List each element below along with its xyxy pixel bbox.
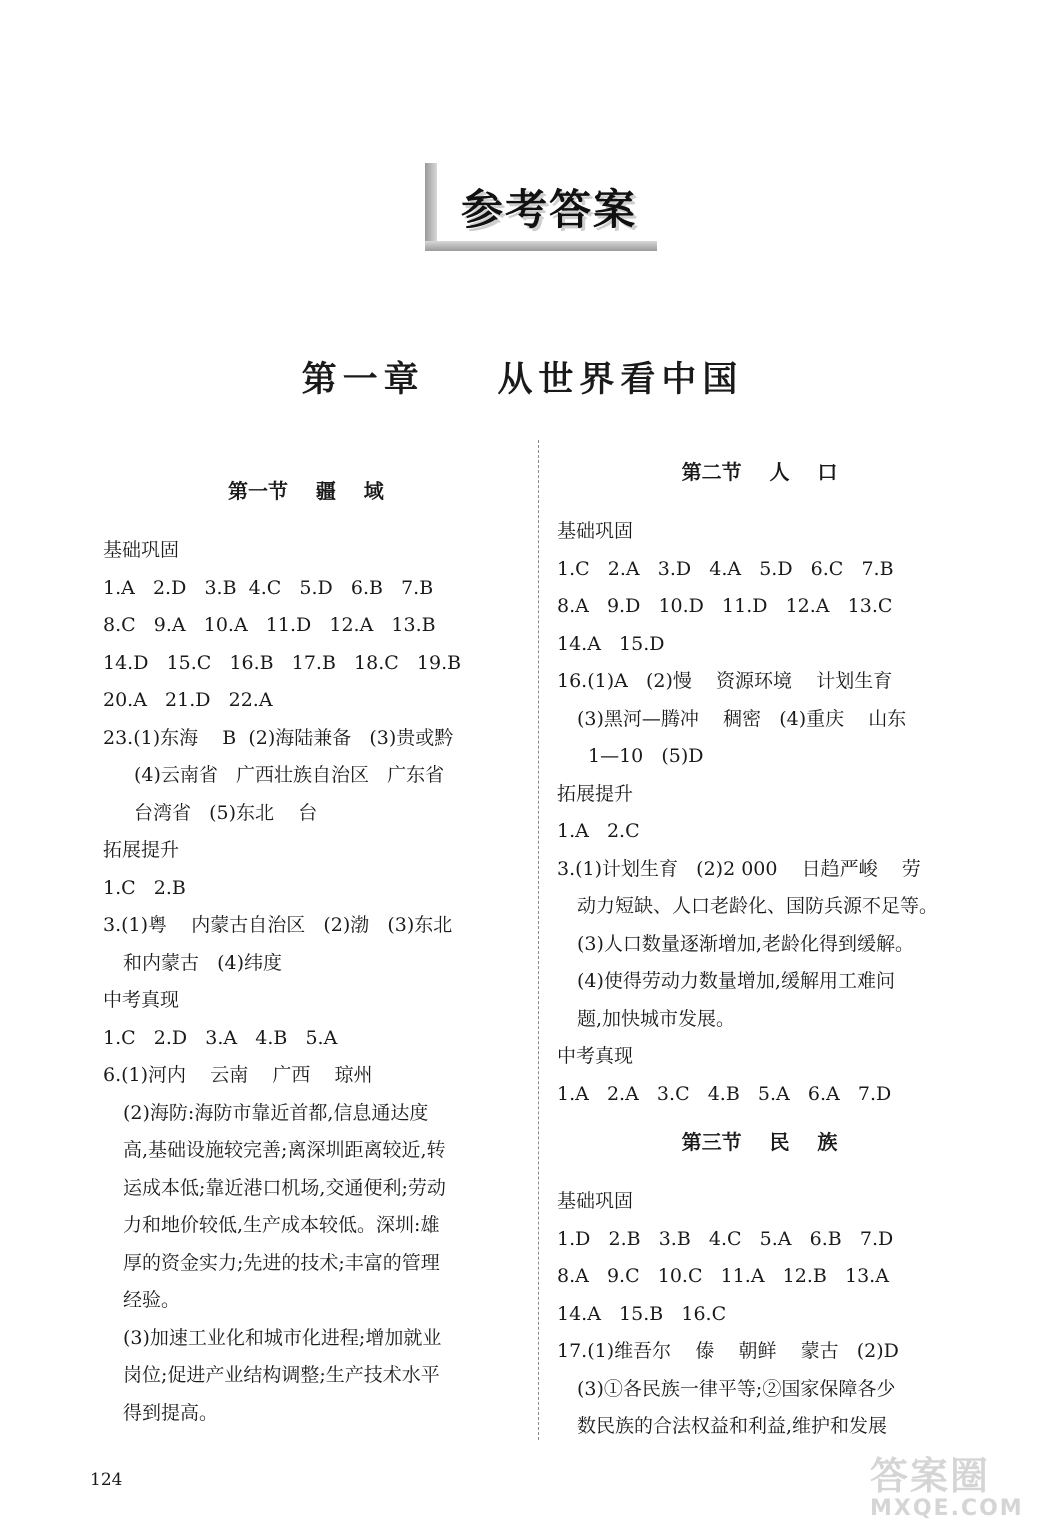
answer-line: 经验。 <box>123 1289 181 1311</box>
answer-line: 3.(1)粤 内蒙古自治区 (2)渤 (3)东北 <box>103 914 453 936</box>
answer-line: 8.C 9.A 10.A 11.D 12.A 13.B <box>103 614 436 636</box>
answer-line: 得到提高。 <box>123 1401 219 1424</box>
answer-line: 3.(1)计划生育 (2)2 000 日趋严峻 劳 <box>557 857 921 880</box>
right-column <box>557 453 982 1446</box>
answer-line: 16.(1)A (2)慢 资源环境 计划生育 <box>557 670 893 692</box>
subheading: 中考真现 <box>103 989 180 1011</box>
watermark-url: MXQE.COM <box>870 1496 1024 1521</box>
answer-line: 23.(1)东海 B (2)海陆兼备 (3)贵或黔 <box>103 726 454 749</box>
answer-line: 14.A 15.B 16.C <box>557 1302 727 1325</box>
answer-line: 1.A 2.D 3.B 4.C 5.D 6.B 7.B <box>103 576 434 599</box>
banner-frame-vertical <box>425 163 437 251</box>
subheading: 拓展提升 <box>103 839 180 861</box>
watermark-text: 答案圈 <box>870 1454 991 1498</box>
banner-title: 参考答案 <box>461 185 638 234</box>
answer-line: 14.D 15.C 16.B 17.B 18.C 19.B <box>103 651 462 674</box>
answer-line: 厚的资金实力;先进的技术;丰富的管理 <box>123 1251 440 1274</box>
answer-line: 岗位;促进产业结构调整;生产技术水平 <box>123 1364 440 1386</box>
answer-line: 1.A 2.A 3.C 4.B 5.A 6.A 7.D <box>557 1082 892 1105</box>
answers-banner <box>425 163 657 251</box>
answer-line: (3)人口数量逐渐增加,老龄化得到缓解。 <box>577 932 914 955</box>
answer-line: 1.C 2.B <box>103 876 186 899</box>
column-divider <box>538 440 539 1440</box>
answer-line: 17.(1)维吾尔 傣 朝鲜 蒙古 (2)D <box>557 1340 899 1362</box>
subheading: 拓展提升 <box>557 782 634 805</box>
answer-line: 1.A 2.C <box>557 820 640 842</box>
answer-line: 题,加快城市发展。 <box>577 1007 736 1030</box>
answer-line: 高,基础设施较完善;离深圳距离较近,转 <box>123 1139 446 1161</box>
answer-line: 数民族的合法权益和利益,维护和发展 <box>577 1415 888 1437</box>
answer-line: 14.A 15.D <box>557 632 665 655</box>
section-title-territory: 第一节 疆 域 <box>228 479 384 503</box>
answer-line: 8.A 9.D 10.D 11.D 12.A 13.C <box>557 595 893 617</box>
subheading: 基础巩固 <box>557 520 634 542</box>
section-title-ethnicity: 第三节 民 族 <box>681 1130 838 1154</box>
answer-line: 1.D 2.B 3.B 4.C 5.A 6.B 7.D <box>557 1227 894 1250</box>
banner-frame-horizontal <box>425 241 657 251</box>
subheading: 中考真现 <box>557 1045 634 1067</box>
left-column <box>103 472 523 1432</box>
answer-line: (2)海防:海防市靠近首都,信息通达度 <box>123 1101 429 1124</box>
answer-line: (3)黑河—腾冲 稠密 (4)重庆 山东 <box>577 707 907 730</box>
answer-line: 6.(1)河内 云南 广西 琼州 <box>103 1064 373 1086</box>
section-title-population: 第二节 人 口 <box>681 460 838 484</box>
answer-line: 20.A 21.D 22.A <box>103 689 273 711</box>
answer-line: 动力短缺、人口老龄化、国防兵源不足等。 <box>577 895 939 917</box>
answer-line: 8.A 9.C 10.C 11.A 12.B 13.A <box>557 1265 889 1287</box>
answer-line: 运成本低;靠近港口机场,交通便利;劳动 <box>123 1176 446 1199</box>
answer-line: (3)①各民族一律平等;②国家保障各少 <box>577 1377 896 1400</box>
answer-line: 1.C 2.A 3.D 4.A 5.D 6.C 7.B <box>557 557 894 580</box>
answer-line: 1.C 2.D 3.A 4.B 5.A <box>103 1026 338 1049</box>
watermark-logo <box>870 1445 1030 1525</box>
answer-line: 1—10 (5)D <box>588 745 704 767</box>
answer-line: (3)加速工业化和城市化进程;增加就业 <box>123 1326 442 1349</box>
subheading: 基础巩固 <box>103 539 180 561</box>
answer-line: 力和地价较低,生产成本较低。深圳:雄 <box>123 1214 440 1236</box>
page-number: 124 <box>90 1470 123 1490</box>
answer-line: 和内蒙古 (4)纬度 <box>123 951 283 974</box>
subheading: 基础巩固 <box>557 1190 634 1212</box>
answer-line: 台湾省 (5)东北 台 <box>134 801 318 824</box>
chapter-title: 第一章 从世界看中国 <box>301 359 744 400</box>
answer-line: (4)使得劳动力数量增加,缓解用工难问 <box>577 970 895 992</box>
answer-line: (4)云南省 广西壮族自治区 广东省 <box>134 764 445 786</box>
